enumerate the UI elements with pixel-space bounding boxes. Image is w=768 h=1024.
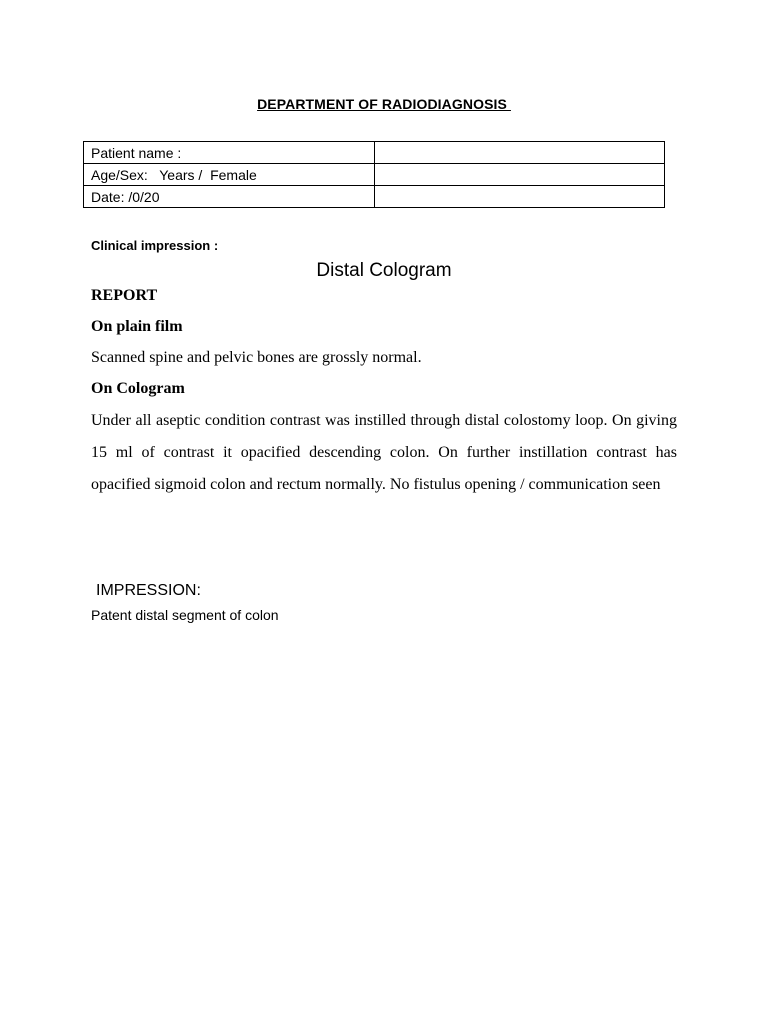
impression-heading xyxy=(96,582,201,600)
table-row xyxy=(84,186,665,208)
date-label: Date: /0/20 xyxy=(84,186,375,208)
plain-film-heading: On plain film xyxy=(91,318,183,335)
age-sex-value xyxy=(375,164,665,186)
table-row xyxy=(84,164,665,186)
cologram-heading: On Cologram xyxy=(91,380,185,397)
patient-info-table xyxy=(83,141,665,208)
report-heading: REPORT xyxy=(91,287,158,304)
date-value xyxy=(375,186,665,208)
document-title: Distal Cologram xyxy=(316,260,452,281)
clinical-impression-label: Clinical impression : xyxy=(91,238,219,253)
cologram-text: Under all aseptic condition contrast was instilled through distal colostomy loop. On giving 15 ml of contrast it opacified descending colon. On further instillation contrast has opacified sigmoid colon and rectum normally. No fistulus opening / communication seen xyxy=(91,412,677,493)
age-sex-label: Age/Sex: Years / Female xyxy=(84,164,375,186)
impression-heading-colon: : xyxy=(196,582,201,599)
plain-film-text: Scanned spine and pelvic bones are grossly normal. xyxy=(91,349,422,366)
impression-heading-label: IMPRESSION xyxy=(96,582,197,599)
patient-name-label: Patient name : xyxy=(84,142,375,164)
table-row xyxy=(84,142,665,164)
department-title: DEPARTMENT OF RADIODIAGNOSIS xyxy=(257,96,511,112)
impression-text: Patent distal segment of colon xyxy=(91,607,279,623)
patient-name-value xyxy=(375,142,665,164)
